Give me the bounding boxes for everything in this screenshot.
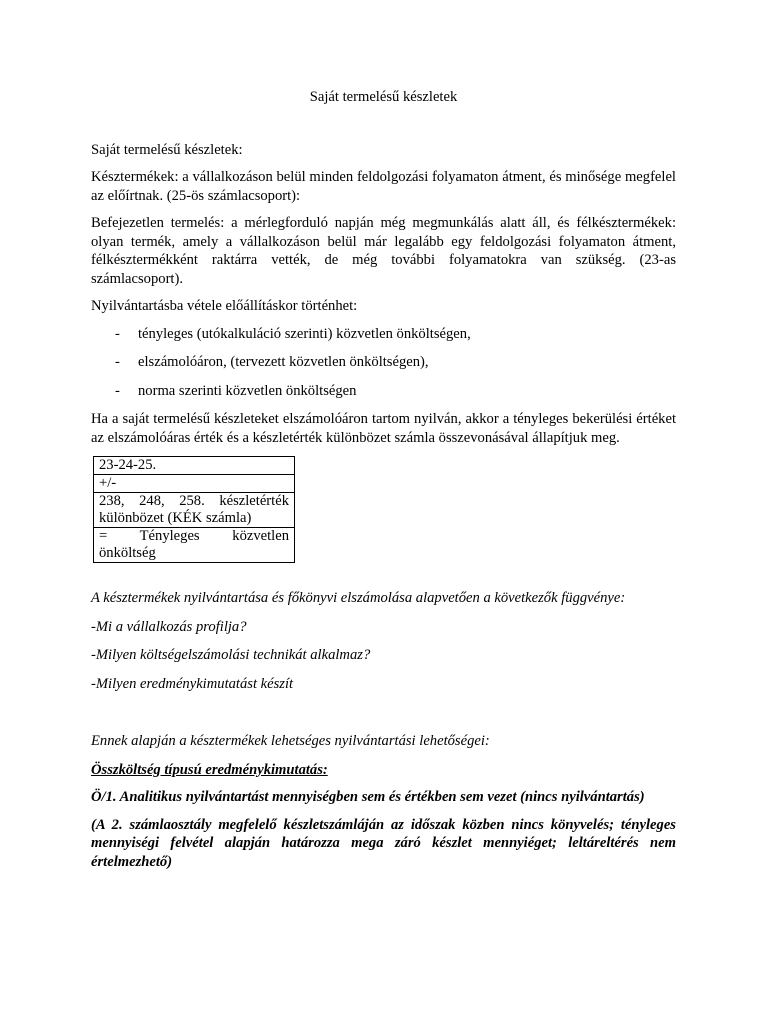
table-row [94,457,295,475]
question-profile: -Mi a vállalkozás profilja? [91,618,247,635]
list-item: - norma szerinti közvetlen önköltségen [115,382,357,399]
list-item: - tényleges (utókalkuláció szerinti) közvetlen önköltségen, [115,325,471,342]
table-cell: 238, 248, 258. készletérték különbözet (KÉK számla) [94,493,295,528]
document-page [91,88,676,880]
list-item: - elszámolóáron, (tervezett közvetlen önköltségen), [115,354,429,370]
valuation-list [91,325,676,401]
question-income-statement: -Milyen eredménykimutatást készít [91,675,294,692]
table-row [94,528,295,563]
question-cost-technique: -Milyen költségelszámolási technikát alkalmaz? [91,647,371,663]
section-heading: Saját termelésű készletek: [91,141,243,158]
dash-marker: - [115,325,120,342]
paragraph-befejezetlen: Befejezetlen termelés: a mérlegforduló napján még megmunkálás alatt áll, és félkésztermékek: olyan termék, amely a vállalkozáson belül már legalább egy feldolgozási folyamaton átment, félkésztermékként raktárra vették, de még további folyamatokra van szükség. (23-as számlacsoport). [91,215,676,287]
dash-marker: - [115,354,120,370]
table-cell: 23-24-25. [94,457,295,475]
account-table [93,456,295,563]
table-cell: +/- [94,475,295,493]
dash-marker: - [115,382,120,399]
italic-intro: A késztermékek nyilvántartása és főkönyvi elszámolása alapvetően a következők függvénye: [91,590,626,606]
page-title: Saját termelésű készletek [309,89,458,105]
option-o1-note: (A 2. számlaosztály megfelelő készletszámláján az időszak közben nincs könyvelés; tényleges mennyiségi felvétel alapján határozza mega záró készlet mennyiéget; leltáreltérés nem értelmezhető) [91,816,676,870]
paragraph-nyilvantartas: Nyilvántartásba vétele előállításkor történhet: [91,298,358,314]
paragraph-elszamoloar: Ha a saját termelésű készleteket elszámolóáron tartom nyilván, akkor a tényleges bekerülési értéket az elszámolóáras érték és a készletérték különbözet számla összevonásával állapítjuk meg. [91,411,676,446]
subheading-osszkoltseg: Összköltség típusú eredménykimutatás: [91,761,328,778]
italic-options-intro: Ennek alapján a késztermékek lehetséges nyilvántartási lehetőségei: [91,733,490,749]
table-row [94,493,295,528]
option-o1: Ö/1. Analitikus nyilvántartást mennyiségben sem és értékben sem vezet (nincs nyilvántartás) [91,789,645,805]
table-row [94,475,295,493]
table-cell: = Tényleges közvetlen önköltség [94,528,295,563]
paragraph-kesztermekek: Késztermékek: a vállalkozáson belül minden feldolgozási folyamaton átment, és minősége megfelel az előírtnak. (25-ös számlacsoport): [91,169,676,204]
